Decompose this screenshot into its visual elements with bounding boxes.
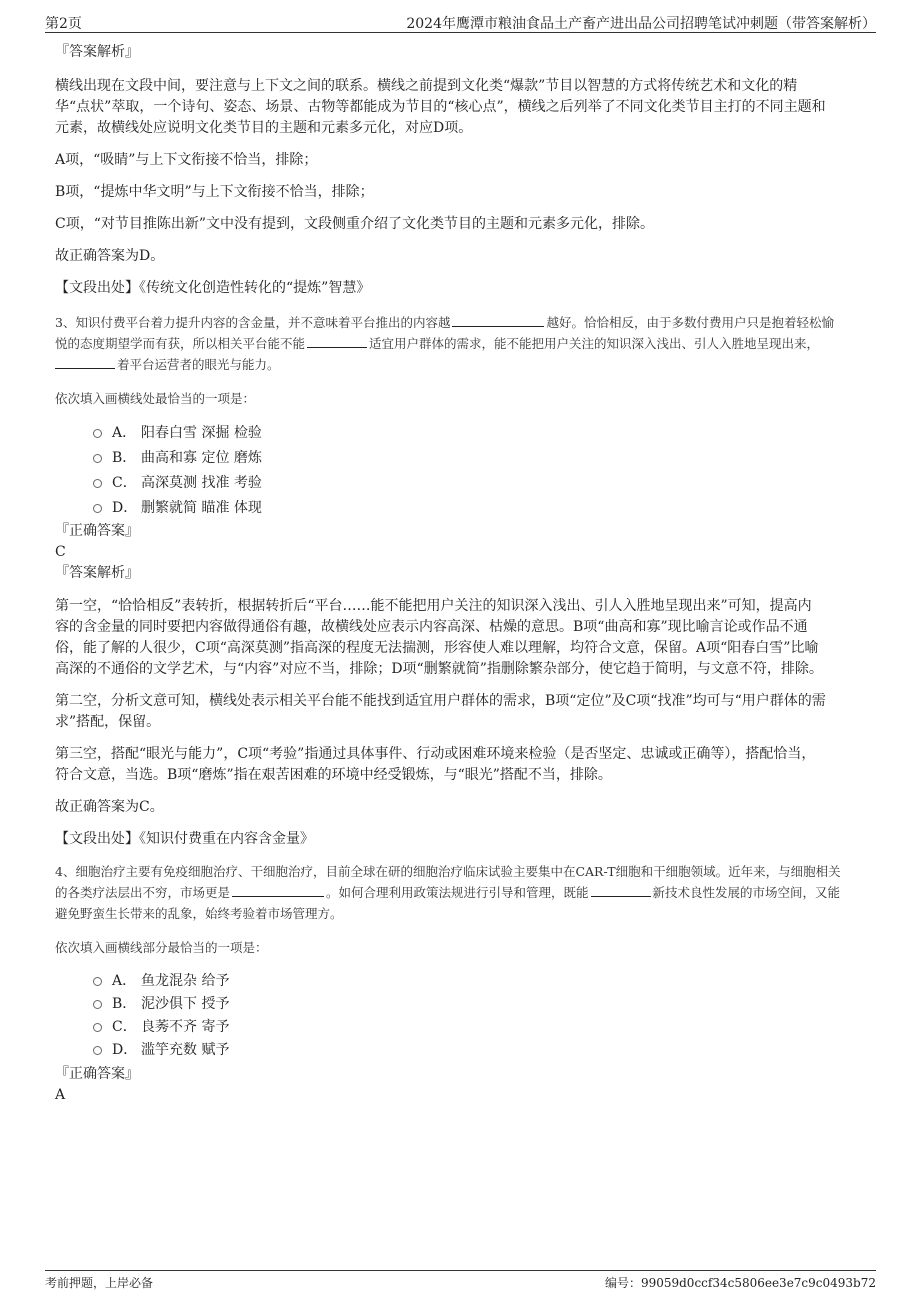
radio-icon[interactable] [93,504,102,513]
option-letter: B． [112,996,137,1012]
q4-stem-text: 。如何合理利用政策法规进行引导和管理，既能 [326,885,589,900]
option-letter: D． [112,500,138,516]
q2-option-a-note: A项，“吸睛”与上下文衔接不恰当，排除； [55,152,318,168]
radio-icon[interactable] [93,1046,102,1055]
page-footer [45,1270,876,1297]
q4-stem-line-1: 4、细胞治疗主要有免疫细胞治疗、干细胞治疗，目前全球在研的细胞治疗临床试验主要集中在CAR-T细胞和干细胞领域。近年来，与细胞相关 [55,864,841,879]
radio-icon[interactable] [93,454,102,463]
document-title: 2024年鹰潭市粮油食品土产畜产进出品公司招聘笔试冲刺题（带答案解析） [406,16,876,32]
q3-analysis-p1-line-3: 俗，能了解的人很少，C项“高深莫测”指高深的程度无法揣测，形容使人难以理解，均符合文意，保留。A项“阳春白雪”比喻 [55,640,819,656]
q3-prompt: 依次填入画横线处最恰当的一项是： [55,391,256,406]
q4-blank-2 [591,883,651,897]
page-header [45,12,876,33]
q3-conclusion: 故正确答案为C。 [55,799,164,815]
option-letter: D． [112,1042,138,1058]
q4-correct-label: 『正确答案』 [55,1066,139,1082]
radio-icon[interactable] [93,429,102,438]
q2-option-b-note: B项，“提炼中华文明”与上下文衔接不恰当，排除； [55,184,374,200]
option-letter: B． [112,450,137,466]
option-text: 高深莫测 找准 考验 [141,475,262,491]
q2-analysis-line-1: 横线出现在文段中间，要注意与上下文之间的联系。横线之前提到文化类“爆款”节目以智慧的方式将传统艺术和文化的精 [55,78,798,94]
q2-analysis-line-3: 元素，故横线处应说明文化类节目的主题和元素多元化，对应D项。 [55,120,473,136]
footer-code: 编号：99059d0ccf34c5806ee3e7c9c0493b72 [604,1276,876,1290]
q2-conclusion: 故正确答案为D。 [55,248,165,264]
q4-option-c[interactable] [55,1016,865,1039]
option-text: 鱼龙混杂 给予 [141,973,230,989]
q3-stem-text: 适宜用户群体的需求，能不能把用户关注的知识深入浅出、引人入胜地呈现出来， [369,336,820,351]
option-letter: A． [112,425,137,441]
option-text: 删繁就简 瞄准 体现 [141,500,262,516]
option-text: 泥沙俱下 授予 [141,996,230,1012]
q3-analysis-p2-line-1: 第二空，分析文意可知，横线处表示相关平台能不能找到适宜用户群体的需求，B项“定位”及C项“找准”均可与“用户群体的需 [55,693,826,709]
page-number: 第2页 [45,16,82,32]
q4-prompt: 依次填入画横线部分最恰当的一项是： [55,940,268,955]
option-letter: C． [112,475,137,491]
option-letter: C． [112,1019,137,1035]
option-text: 良莠不齐 寄予 [141,1019,230,1035]
q4-stem-line-3: 避免野蛮生长带来的乱象，始终考验着市场管理方。 [55,906,343,921]
q3-blank-3 [55,355,115,369]
q4-option-d[interactable] [55,1039,865,1062]
q3-option-b[interactable] [55,446,865,471]
q2-analysis-line-2: 华“点状”萃取，一个诗句、姿态、场景、古物等都能成为节目的“核心点”，横线之后列举了不同文化类节目主打的不同主题和 [55,99,826,115]
q4-stem-text: 的各类疗法层出不穷，市场更是 [55,885,231,900]
option-letter: A． [112,973,137,989]
q3-stem-line-2 [55,333,865,354]
q3-stem-text: 越好。恰恰相反，由于多数付费用户只是抱着轻松愉 [546,315,834,330]
q4-blank-1 [232,883,324,897]
q3-analysis-p1-line-2: 容的含金量的同时要把内容做得通俗有趣，故横线处应表示内容高深、枯燥的意思。B项“曲高和寡”现比喻言论或作品不通 [55,619,808,635]
q3-option-a[interactable] [55,421,865,446]
q3-analysis-p3-line-2: 符合文意，当选。B项“磨炼”指在艰苦困难的环境中经受锻炼，与“眼光”搭配不当，排除。 [55,767,612,783]
q3-stem-line-3 [55,354,865,375]
option-text: 阳春白雪 深掘 检验 [141,425,262,441]
q3-correct-answer: C [55,544,66,560]
q3-blank-2 [307,334,367,348]
q3-blank-1 [452,313,544,327]
q3-stem-line-1 [55,312,865,333]
q3-analysis-p3-line-1: 第三空，搭配“眼光与能力”，C项“考验”指通过具体事件、行动或困难环境来检验（是否坚定、忠诚或正确等），搭配恰当， [55,746,816,762]
q3-analysis-p1-line-4: 高深的不通俗的文学艺术，与“内容”对应不当，排除；D项“删繁就简”指删除繁杂部分，使它趋于简明，与文意不符，排除。 [55,661,823,677]
q3-correct-label: 『正确答案』 [55,523,139,539]
q3-analysis-p2-line-2: 求”搭配，保留。 [55,714,161,730]
q4-stem-line-2 [55,882,865,903]
q3-option-d[interactable] [55,496,865,521]
q4-correct-answer: A [55,1087,66,1103]
footer-slogan: 考前押题，上岸必备 [45,1276,154,1290]
q3-source: 【文段出处】《知识付费重在内容含金量》 [55,831,314,847]
radio-icon[interactable] [93,479,102,488]
q3-analysis-label: 『答案解析』 [55,565,139,581]
option-text: 曲高和寡 定位 磨炼 [141,450,262,466]
radio-icon[interactable] [93,1023,102,1032]
q2-analysis-label: 『答案解析』 [55,44,139,60]
q4-option-b[interactable] [55,993,865,1016]
option-text: 滥竽充数 赋予 [141,1042,230,1058]
q2-source: 【文段出处】《传统文化创造性转化的“提炼”智慧》 [55,280,371,296]
q3-stem-text: 悦的态度期望学而有获，所以相关平台能不能 [55,336,306,351]
q3-option-c[interactable] [55,471,865,496]
q4-option-a[interactable] [55,970,865,993]
q3-stem-text: 3、知识付费平台着力提升内容的含金量，并不意味着平台推出的内容越 [55,315,451,330]
q3-stem-text: 着平台运营者的眼光与能力。 [117,357,280,372]
q4-stem-text: 新技术良性发展的市场空间，又能 [652,885,841,900]
page-content [55,42,865,1106]
radio-icon[interactable] [93,1000,102,1009]
q2-option-c-note: C项，“对节目推陈出新”文中没有提到，文段侧重介绍了文化类节目的主题和元素多元化，排除。 [55,216,655,232]
q3-analysis-p1-line-1: 第一空，“恰恰相反”表转折，根据转折后“平台……能不能把用户关注的知识深入浅出、引人入胜地呈现出来”可知，提高内 [55,598,812,614]
radio-icon[interactable] [93,977,102,986]
